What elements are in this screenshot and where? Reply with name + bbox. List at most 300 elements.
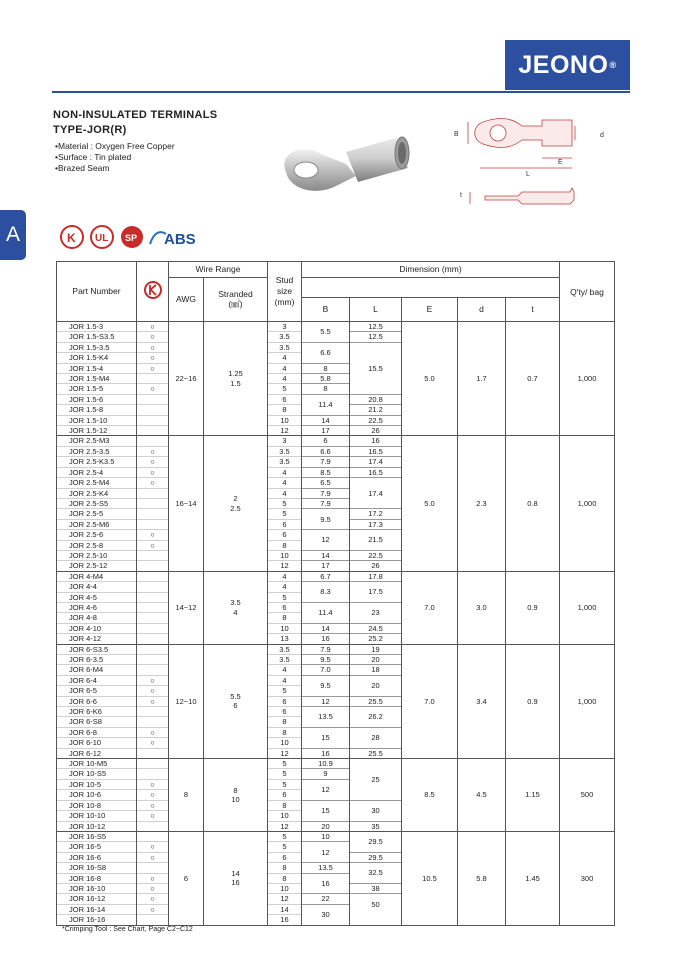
dim-L-cell: 25	[350, 759, 402, 801]
part-number-cell: JOR 16-S5	[57, 831, 137, 841]
stud-size-cell: 4	[268, 478, 302, 488]
k-mark-cell	[137, 374, 169, 384]
k-mark-cell: ○	[137, 353, 169, 363]
dim-L-cell: 17.2	[350, 509, 402, 519]
k-mark-cell	[137, 915, 169, 925]
k-mark-cell	[137, 519, 169, 529]
stud-size-cell: 10	[268, 883, 302, 893]
dim-L-cell: 15.5	[350, 342, 402, 394]
brand-logo	[505, 40, 630, 90]
k-mark-cell: ○	[137, 478, 169, 488]
table-row	[57, 759, 615, 769]
dim-B-cell: 5.5	[302, 322, 350, 343]
dim-L-cell: 17.3	[350, 519, 402, 529]
part-number-cell: JOR 4-12	[57, 634, 137, 644]
col-E: E	[402, 298, 458, 322]
dim-t-cell: 1.45	[506, 831, 560, 925]
dim-L-cell: 21.2	[350, 405, 402, 415]
dim-d-cell: 2.3	[458, 436, 506, 571]
stud-size-cell: 10	[268, 623, 302, 633]
stud-size-cell: 13	[268, 634, 302, 644]
stud-size-cell: 6	[268, 519, 302, 529]
stud-size-cell: 8	[268, 727, 302, 737]
stud-size-cell: 3	[268, 436, 302, 446]
part-number-cell: JOR 2.5-10	[57, 550, 137, 560]
stud-size-cell: 8	[268, 613, 302, 623]
stranded-cell	[204, 644, 268, 758]
feature-seam: • Brazed Seam	[55, 163, 175, 174]
k-mark-cell	[137, 634, 169, 644]
stud-size-cell: 3.5	[268, 655, 302, 665]
col-stranded	[204, 278, 268, 322]
k-mark-cell: ○	[137, 894, 169, 904]
k-mark-cell: ○	[137, 811, 169, 821]
dim-L-cell: 28	[350, 727, 402, 748]
dim-L-cell: 17.4	[350, 478, 402, 509]
stud-size-cell: 3.5	[268, 644, 302, 654]
dim-t-cell: 0.7	[506, 322, 560, 436]
part-number-cell: JOR 6-4	[57, 675, 137, 685]
dim-B-cell: 16	[302, 748, 350, 758]
stud-size-cell: 8	[268, 863, 302, 873]
dim-L-cell: 26.2	[350, 707, 402, 728]
k-mark-cell	[137, 426, 169, 436]
col-qty: Q'ty/ bag	[560, 262, 615, 322]
stud-size-cell: 8	[268, 873, 302, 883]
awg-cell: 6	[169, 831, 204, 925]
k-mark-cell: ○	[137, 540, 169, 550]
dim-E-cell: 10.5	[402, 831, 458, 925]
part-number-cell: JOR 10-10	[57, 811, 137, 821]
stranded-value: 3.5	[230, 598, 241, 608]
part-number-cell: JOR 1.5-3	[57, 322, 137, 332]
dim-B-cell: 7.9	[302, 498, 350, 508]
stud-size-cell: 12	[268, 894, 302, 904]
awg-cell: 16~14	[169, 436, 204, 571]
k-mark-cell	[137, 613, 169, 623]
k-mark-cell	[137, 769, 169, 779]
part-number-cell: JOR 4-10	[57, 623, 137, 633]
k-mark-cell	[137, 582, 169, 592]
stud-size-cell: 5	[268, 779, 302, 789]
part-number-cell: JOR 2.5-S5	[57, 498, 137, 508]
stud-size-cell: 10	[268, 550, 302, 560]
k-mark-cell: ○	[137, 696, 169, 706]
part-number-cell: JOR 2.5-8	[57, 540, 137, 550]
dim-L-cell: 17.8	[350, 571, 402, 581]
dim-qty-cell: 1,000	[560, 436, 615, 571]
part-number-cell: JOR 16-5	[57, 842, 137, 852]
dim-E-cell: 5.0	[402, 322, 458, 436]
stud-size-cell: 16	[268, 915, 302, 925]
dim-qty-cell: 1,000	[560, 322, 615, 436]
k-mark-cell: ○	[137, 675, 169, 685]
part-number-cell: JOR 1.5-M4	[57, 374, 137, 384]
stud-size-cell: 5	[268, 842, 302, 852]
stud-size-cell: 6	[268, 696, 302, 706]
part-number-cell: JOR 1.5-S3.5	[57, 332, 137, 342]
spec-table	[56, 261, 615, 926]
stud-size-cell: 12	[268, 748, 302, 758]
dim-B-cell: 16	[302, 873, 350, 894]
dim-d-cell: 5.8	[458, 831, 506, 925]
dim-B-cell: 6.7	[302, 571, 350, 581]
k-mark-cell: ○	[137, 800, 169, 810]
dim-L-cell: 20	[350, 675, 402, 696]
col-wire-range: Wire Range	[169, 262, 268, 278]
dim-d-cell: 3.0	[458, 571, 506, 644]
table-row	[57, 571, 615, 581]
footnote: *Crimping Tool : See Chart, Page C2~C12	[62, 926, 193, 933]
dim-B-cell: 9.5	[302, 509, 350, 530]
k-mark-cell: ○	[137, 873, 169, 883]
col-t: t	[506, 298, 560, 322]
dim-L-cell: 17.5	[350, 582, 402, 603]
k-mark-cell	[137, 644, 169, 654]
part-number-cell: JOR 4-5	[57, 592, 137, 602]
k-mark-cell: ○	[137, 467, 169, 477]
k-mark-icon	[143, 280, 163, 300]
k-mark-cell	[137, 821, 169, 831]
dim-B-cell: 7.9	[302, 457, 350, 467]
stud-size-cell: 8	[268, 800, 302, 810]
awg-cell: 8	[169, 759, 204, 832]
part-number-cell: JOR 1.5-5	[57, 384, 137, 394]
stud-size-cell: 4	[268, 675, 302, 685]
stud-size-cell: 5	[268, 498, 302, 508]
abs-logo	[150, 231, 196, 248]
part-number-cell: JOR 4-6	[57, 602, 137, 612]
dim-B-cell: 30	[302, 904, 350, 925]
k-mark-cell: ○	[137, 904, 169, 914]
part-number-cell: JOR 6-S3.5	[57, 644, 137, 654]
k-mark-logo	[61, 226, 83, 248]
dim-B-cell: 6	[302, 436, 350, 446]
spec-table-body	[57, 322, 615, 926]
stud-size-cell: 8	[268, 405, 302, 415]
col-stranded-label: Stranded	[218, 289, 253, 300]
k-mark-cell: ○	[137, 363, 169, 373]
stranded-cell	[204, 831, 268, 925]
part-number-cell: JOR 16-6	[57, 852, 137, 862]
dim-B-cell: 12	[302, 842, 350, 863]
stranded-value: 4	[233, 607, 238, 617]
stud-size-cell: 6	[268, 602, 302, 612]
dim-t-cell: 0.8	[506, 436, 560, 571]
stud-size-cell: 14	[268, 904, 302, 914]
part-number-cell: JOR 6-12	[57, 748, 137, 758]
col-stud-size: Stud size (mm)	[268, 262, 302, 322]
k-mark-cell	[137, 498, 169, 508]
part-number-cell: JOR 1.5-12	[57, 426, 137, 436]
brand-name: JEONO	[518, 50, 609, 79]
dim-qty-cell: 500	[560, 759, 615, 832]
stud-size-cell: 5	[268, 769, 302, 779]
svg-text:ABS: ABS	[164, 231, 196, 248]
part-number-cell: JOR 10-6	[57, 790, 137, 800]
part-number-cell: JOR 10-M5	[57, 759, 137, 769]
dim-L-cell: 25.5	[350, 696, 402, 706]
stud-size-cell: 3.5	[268, 457, 302, 467]
k-mark-cell	[137, 748, 169, 758]
label-B: B	[454, 131, 459, 138]
certification-logos	[60, 224, 220, 252]
k-mark-cell: ○	[137, 384, 169, 394]
dim-B-cell: 22	[302, 894, 350, 904]
stud-size-cell: 6	[268, 852, 302, 862]
stranded-value: 2	[233, 494, 238, 504]
stranded-value: 1.25	[228, 369, 243, 379]
k-mark-cell: ○	[137, 322, 169, 332]
dim-L-cell: 29.5	[350, 831, 402, 852]
dim-L-cell: 35	[350, 821, 402, 831]
stud-size-cell: 4	[268, 665, 302, 675]
stud-size-cell: 3.5	[268, 342, 302, 352]
svg-text:UL: UL	[95, 233, 109, 244]
dim-B-cell: 14	[302, 623, 350, 633]
csa-logo	[121, 226, 143, 248]
part-number-cell: JOR 6-M4	[57, 665, 137, 675]
stud-size-cell: 4	[268, 582, 302, 592]
k-mark-cell: ○	[137, 530, 169, 540]
page-title: NON-INSULATED TERMINALS	[53, 109, 218, 121]
stud-size-cell: 5	[268, 686, 302, 696]
stud-size-cell: 4	[268, 467, 302, 477]
dim-B-cell: 9.5	[302, 675, 350, 696]
k-mark-cell	[137, 488, 169, 498]
dim-B-cell: 9	[302, 769, 350, 779]
stud-size-cell: 5	[268, 831, 302, 841]
col-awg: AWG	[169, 278, 204, 322]
stranded-cell	[204, 322, 268, 436]
k-mark-cell	[137, 863, 169, 873]
col-part-number: Part Number	[57, 262, 137, 322]
part-number-cell: JOR 10-S5	[57, 769, 137, 779]
stud-size-cell: 5	[268, 759, 302, 769]
table-row	[57, 322, 615, 332]
label-E: E	[558, 159, 563, 166]
part-number-cell: JOR 2.5-K4	[57, 488, 137, 498]
k-mark-cell: ○	[137, 883, 169, 893]
part-number-cell: JOR 2.5-3.5	[57, 446, 137, 456]
dim-L-cell: 25.2	[350, 634, 402, 644]
stud-size-cell: 10	[268, 811, 302, 821]
dim-L-cell: 29.5	[350, 852, 402, 862]
stranded-value: 6	[233, 701, 238, 711]
stud-size-cell: 6	[268, 394, 302, 404]
col-dimension: Dimension (mm)	[302, 262, 560, 278]
dim-B-cell: 7.0	[302, 665, 350, 675]
col-stranded-unit: (㎟)	[228, 298, 243, 309]
dim-B-cell: 14	[302, 550, 350, 560]
dim-L-cell: 21.5	[350, 530, 402, 551]
part-number-cell: JOR 16-S8	[57, 863, 137, 873]
stud-size-cell: 8	[268, 540, 302, 550]
k-mark-cell: ○	[137, 790, 169, 800]
dim-L-cell: 22.5	[350, 415, 402, 425]
k-mark-cell: ○	[137, 446, 169, 456]
k-mark-cell	[137, 665, 169, 675]
dim-B-cell: 11.4	[302, 394, 350, 415]
dim-B-cell: 17	[302, 426, 350, 436]
awg-cell: 22~16	[169, 322, 204, 436]
part-number-cell: JOR 16-14	[57, 904, 137, 914]
dim-B-cell: 13.5	[302, 707, 350, 728]
dim-L-cell: 30	[350, 800, 402, 821]
dim-L-cell: 38	[350, 883, 402, 893]
dim-L-cell: 16	[350, 436, 402, 446]
section-tab[interactable]: A	[0, 210, 26, 260]
part-number-cell: JOR 6-8	[57, 727, 137, 737]
k-mark-cell	[137, 592, 169, 602]
stranded-cell	[204, 571, 268, 644]
stud-size-cell: 3.5	[268, 446, 302, 456]
part-number-cell: JOR 2.5-M4	[57, 478, 137, 488]
dim-B-cell: 8.3	[302, 582, 350, 603]
col-d: d	[458, 298, 506, 322]
dim-L-cell: 20	[350, 655, 402, 665]
stud-size-cell: 3	[268, 322, 302, 332]
stranded-value: 16	[231, 878, 240, 888]
k-mark-cell	[137, 759, 169, 769]
top-rule	[52, 91, 630, 93]
dim-B-cell: 5.8	[302, 374, 350, 384]
dim-t-cell: 1.15	[506, 759, 560, 832]
stranded-value: 14	[231, 868, 240, 878]
col-L: L	[350, 298, 402, 322]
stud-size-cell: 8	[268, 717, 302, 727]
feature-surface: • Surface : Tin plated	[55, 152, 175, 163]
part-number-cell: JOR 2.5-M3	[57, 436, 137, 446]
stud-size-cell: 5	[268, 592, 302, 602]
label-L: L	[526, 171, 530, 178]
dim-L-cell: 24.5	[350, 623, 402, 633]
part-number-cell: JOR 1.5-10	[57, 415, 137, 425]
stranded-value: 1.5	[230, 378, 241, 388]
part-number-cell: JOR 6-3.5	[57, 655, 137, 665]
dim-d-cell: 4.5	[458, 759, 506, 832]
dim-d-cell: 1.7	[458, 322, 506, 436]
dim-L-cell: 20.8	[350, 394, 402, 404]
dim-B-cell: 15	[302, 800, 350, 821]
part-number-cell: JOR 16-16	[57, 915, 137, 925]
ul-logo	[91, 226, 113, 248]
dim-B-cell: 12	[302, 696, 350, 706]
table-row	[57, 436, 615, 446]
dim-B-cell: 9.5	[302, 655, 350, 665]
dim-B-cell: 17	[302, 561, 350, 571]
k-mark-cell	[137, 394, 169, 404]
brand-mark: ®	[609, 60, 617, 70]
dim-L-cell: 18	[350, 665, 402, 675]
part-number-cell: JOR 6-S8	[57, 717, 137, 727]
stud-size-cell: 12	[268, 821, 302, 831]
dim-E-cell: 5.0	[402, 436, 458, 571]
part-number-cell: JOR 1.5-8	[57, 405, 137, 415]
stud-size-cell: 6	[268, 707, 302, 717]
dim-B-cell: 10.9	[302, 759, 350, 769]
dim-E-cell: 7.0	[402, 644, 458, 758]
stranded-value: 8	[233, 785, 238, 795]
part-number-cell: JOR 1.5-3.5	[57, 342, 137, 352]
part-number-cell: JOR 4-8	[57, 613, 137, 623]
dim-L-cell: 16.5	[350, 467, 402, 477]
svg-text:K: K	[67, 231, 76, 245]
svg-text:SP: SP	[125, 233, 138, 243]
k-mark-cell	[137, 623, 169, 633]
part-number-cell: JOR 10-12	[57, 821, 137, 831]
stud-size-cell: 10	[268, 738, 302, 748]
stranded-cell	[204, 436, 268, 571]
col-dimension-spacer	[302, 278, 560, 298]
dim-B-cell: 7.9	[302, 488, 350, 498]
dim-B-cell: 7.9	[302, 644, 350, 654]
stud-size-cell: 12	[268, 426, 302, 436]
dim-L-cell: 16.5	[350, 446, 402, 456]
k-mark-cell	[137, 561, 169, 571]
stud-size-cell: 3.5	[268, 332, 302, 342]
dim-B-cell: 10	[302, 831, 350, 841]
part-number-cell: JOR 2.5-4	[57, 467, 137, 477]
label-d: d	[600, 132, 604, 139]
k-mark-cell: ○	[137, 686, 169, 696]
dim-L-cell: 26	[350, 561, 402, 571]
stud-size-cell: 4	[268, 353, 302, 363]
dim-t-cell: 0.9	[506, 571, 560, 644]
k-mark-cell: ○	[137, 852, 169, 862]
k-mark-cell: ○	[137, 342, 169, 352]
dim-qty-cell: 1,000	[560, 644, 615, 758]
stranded-value: 10	[231, 794, 240, 804]
k-mark-cell: ○	[137, 332, 169, 342]
part-number-cell: JOR 4-4	[57, 582, 137, 592]
stud-size-cell: 5	[268, 384, 302, 394]
part-number-cell: JOR 16-12	[57, 894, 137, 904]
feature-material: • Material : Oxygen Free Copper	[55, 141, 175, 152]
dim-L-cell: 50	[350, 894, 402, 915]
dim-B-cell: 8	[302, 363, 350, 373]
stud-size-cell: 4	[268, 488, 302, 498]
part-number-cell: JOR 4-M4	[57, 571, 137, 581]
part-number-cell: JOR 16-10	[57, 883, 137, 893]
stud-size-cell: 4	[268, 374, 302, 384]
dim-L-cell: 32.5	[350, 863, 402, 884]
k-mark-cell	[137, 550, 169, 560]
dim-L-cell: 22.5	[350, 550, 402, 560]
table-row	[57, 644, 615, 654]
stud-size-cell: 6	[268, 790, 302, 800]
dim-L-cell: 12.5	[350, 322, 402, 332]
dim-L-cell: 19	[350, 644, 402, 654]
stud-size-cell: 4	[268, 571, 302, 581]
col-B: B	[302, 298, 350, 322]
k-mark-cell: ○	[137, 738, 169, 748]
dim-B-cell: 12	[302, 530, 350, 551]
part-number-cell: JOR 6-10	[57, 738, 137, 748]
dim-L-cell: 26	[350, 426, 402, 436]
k-mark-cell	[137, 415, 169, 425]
stranded-value: 2.5	[230, 503, 241, 513]
dim-B-cell: 15	[302, 727, 350, 748]
part-number-cell: JOR 2.5-12	[57, 561, 137, 571]
dim-B-cell: 11.4	[302, 602, 350, 623]
dim-t-cell: 0.9	[506, 644, 560, 758]
part-number-cell: JOR 10-5	[57, 779, 137, 789]
col-k-mark	[137, 262, 169, 322]
k-mark-cell: ○	[137, 457, 169, 467]
k-mark-cell	[137, 509, 169, 519]
part-number-cell: JOR 16-8	[57, 873, 137, 883]
